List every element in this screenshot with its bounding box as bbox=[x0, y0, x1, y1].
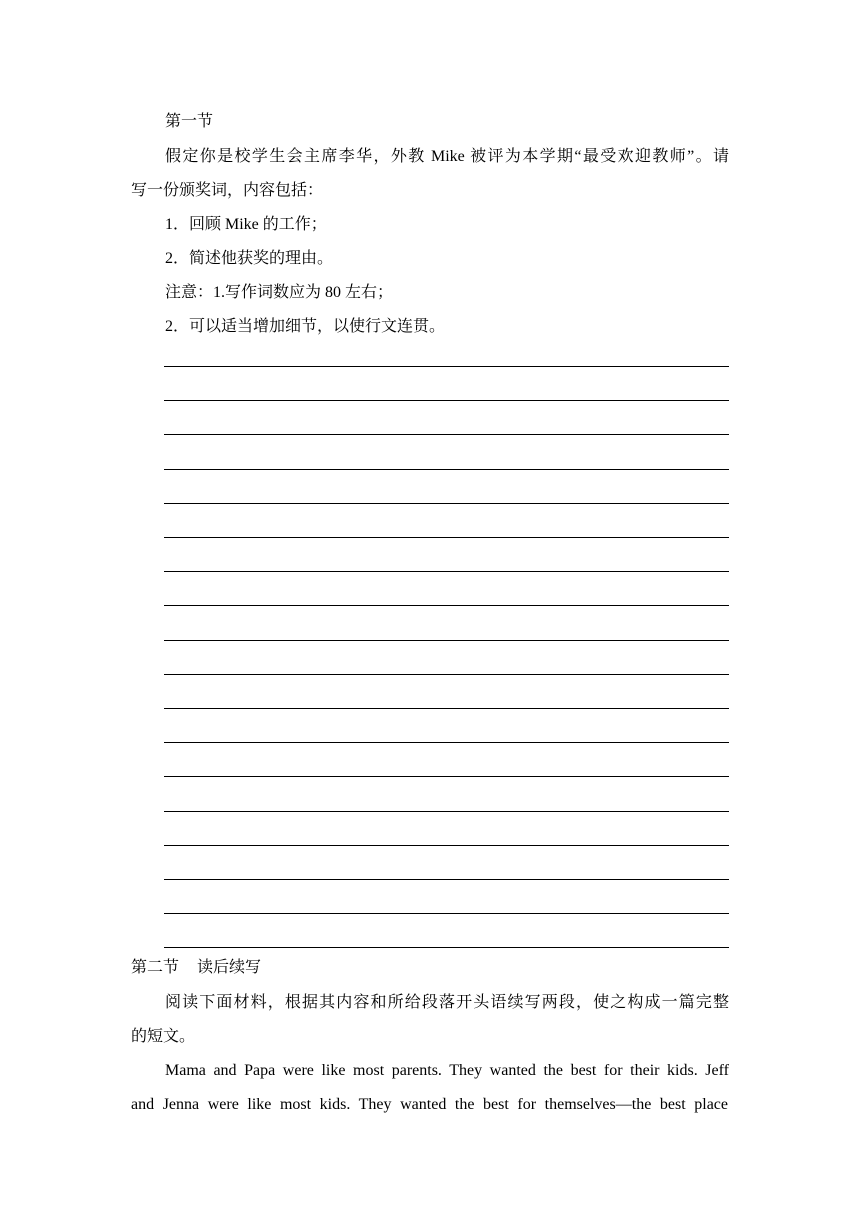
passage-line-1: Mama and Papa were like most parents. They wanted the best for their kids. Jeff bbox=[165, 1062, 729, 1079]
answer-line[interactable] bbox=[164, 400, 729, 401]
section2-heading-title: 读后续写 bbox=[197, 959, 262, 976]
answer-line[interactable] bbox=[164, 503, 729, 504]
answer-line[interactable] bbox=[164, 434, 729, 435]
content-point-1: 1．回顾 Mike 的工作； bbox=[165, 216, 327, 233]
prompt-line-1: 假定你是校学生会主席李华，外教 Mike 被评为本学期“最受欢迎教师”。请 bbox=[165, 148, 729, 165]
note-line-1: 注意：1.写作词数应为 80 左右； bbox=[165, 284, 394, 301]
answer-line[interactable] bbox=[164, 708, 729, 709]
answer-line[interactable] bbox=[164, 366, 729, 367]
answer-line[interactable] bbox=[164, 571, 729, 572]
answer-line[interactable] bbox=[164, 845, 729, 846]
section2-heading-number: 第二节 bbox=[131, 959, 180, 976]
section2-heading bbox=[131, 958, 261, 978]
section1-heading: 第一节 bbox=[165, 113, 214, 130]
prompt-line-2: 写一份颁奖词，内容包括： bbox=[131, 182, 324, 199]
answer-line[interactable] bbox=[164, 742, 729, 743]
answer-line[interactable] bbox=[164, 640, 729, 641]
answer-line[interactable] bbox=[164, 947, 729, 948]
answer-line[interactable] bbox=[164, 776, 729, 777]
answer-line[interactable] bbox=[164, 913, 729, 914]
answer-line[interactable] bbox=[164, 879, 729, 880]
answer-line[interactable] bbox=[164, 537, 729, 538]
instruction-line-1: 阅读下面材料，根据其内容和所给段落开头语续写两段，使之构成一篇完整 bbox=[165, 994, 729, 1011]
answer-line[interactable] bbox=[164, 674, 729, 675]
content-point-2: 2．简述他获奖的理由。 bbox=[165, 250, 334, 267]
instruction-line-2: 的短文。 bbox=[131, 1028, 196, 1045]
note-line-2: 2．可以适当增加细节，以使行文连贯。 bbox=[165, 318, 446, 335]
passage-line-2: and Jenna were like most kids. They wanted the best for themselves—the best place bbox=[131, 1096, 728, 1113]
answer-line[interactable] bbox=[164, 811, 729, 812]
answer-line[interactable] bbox=[164, 605, 729, 606]
answer-line[interactable] bbox=[164, 469, 729, 470]
